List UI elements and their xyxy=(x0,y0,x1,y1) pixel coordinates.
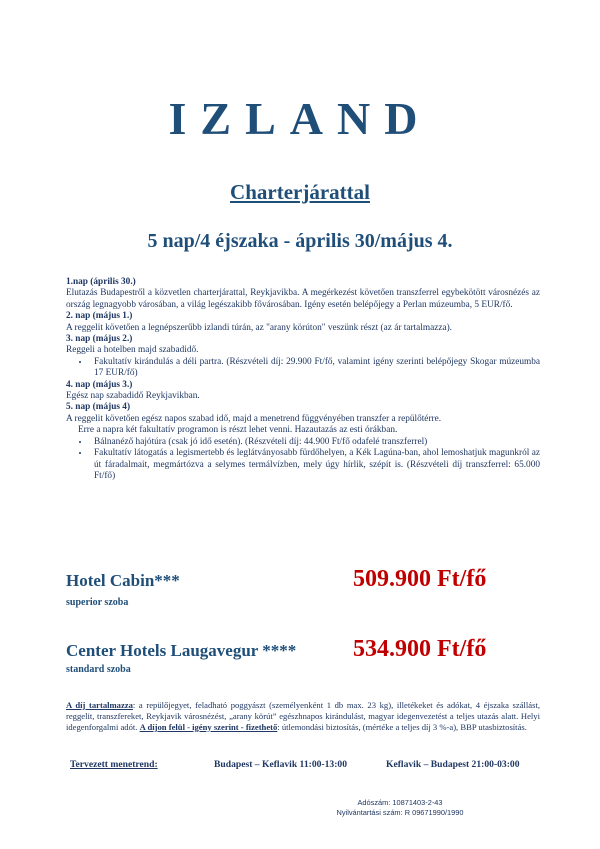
optional-program-item: • Fakultatív látogatás a legismertebb és leglátványosabb fürdőhelyen, a Kék Lagúna-ban, ahol lemoshatjuk magunkról az út fáradalmait, megmártózva a selymes termálvízben, mely úgy hírlik, szépít is. (Részvételi díj transzferrel: 65.000 Ft/fő) xyxy=(90,448,540,482)
registration-number: Nyilvántartási szám: R 09671990/1990 xyxy=(336,808,464,817)
room-type: superior szoba xyxy=(66,597,129,608)
page-title: IZLAND xyxy=(168,93,432,144)
extra-cost-text: : útlemondási biztosítás, (mértéke a teljes díj 3 %-a), BBP utasbiztosítás. xyxy=(277,721,527,732)
optional-program-item: • Bálnanéző hajótúra (csak jó idő esetén). (Részvételi díj: 44.900 Ft/fő odafelé transzferrel) xyxy=(90,437,540,448)
day-title: 4. nap (május 3.) xyxy=(66,379,133,390)
optional-programs xyxy=(66,437,540,483)
day-description: Erre a napra két fakultatív programon is részt lehet venni. Hazautazás az esti órákban. xyxy=(78,425,398,436)
extra-cost-label: A díjon felül - igény szerint - fizethető xyxy=(139,721,278,732)
day-description: Elutazás Budapestről a közvetlen charterjárattal, Reykjavikba. A megérkezést követően transzferrel egybekötött városnézés az ország legnagyobb városában, a világ legészakibb fővárosában. Igény esetén belépőjegy a Perlan múzeumba, 5 EUR/fő. xyxy=(66,288,540,310)
trip-dates: 5 nap/4 éjszaka - április 30/május 4. xyxy=(147,230,453,252)
optional-program-item: • Fakultatív kirándulás a déli partra. (Részvételi díj: 29.900 Ft/fő, valamint igény szerinti belépőjegy Skogar múzeumba 17 EUR/fő) xyxy=(90,357,540,380)
page-subtitle: Charterjárattal xyxy=(230,180,370,204)
includes-text: : a repülőjegyet, feladható poggyászt (személyenként 1 db max. 23 kg), illetékeket és adókat, 4 éjszaka szállást, reggelit, transzfereket, Reykjavik városnézést, „arany körút” egészhnapos kirándulást, magyar idegenvezetést a teljes utazás alatt. Helyi idegenforgalmi adót. xyxy=(66,700,540,732)
day-title: 2. nap (május 1.) xyxy=(66,311,133,322)
day-title: 1.nap (április 30.) xyxy=(66,277,136,287)
day-description: Egész nap szabadidő Reykjavikban. xyxy=(66,391,200,402)
day-description: A reggelit követően a legnépszerűbb izlandi túrán, az "arany körúton" veszünk részt (az ár tartalmazza). xyxy=(66,322,453,333)
includes-label: A díj tartalmazza xyxy=(66,700,133,710)
tax-id: Adószám: 10871403-2-43 xyxy=(357,798,443,807)
return-flight: Keflavik – Budapest 21:00-03:00 xyxy=(386,759,520,770)
price-includes xyxy=(66,700,540,732)
optional-programs xyxy=(66,357,540,380)
footer xyxy=(300,798,500,818)
day-title: 3. nap (május 2.) xyxy=(66,334,133,345)
day-description: A reggelit követően egész napos szabad idő, majd a menetrend függvényében transzfer a repülőtérre. xyxy=(66,413,442,424)
hotel-name: Center Hotels Laugavegur **** xyxy=(66,641,297,660)
hotel-price: 534.900 Ft/fő xyxy=(353,636,487,662)
day-title: 5. nap (május 4) xyxy=(66,402,131,413)
schedule-label: Tervezett menetrend: xyxy=(70,759,158,770)
hotel-price: 509.900 Ft/fő xyxy=(353,566,487,592)
outbound-flight: Budapest – Keflavik 11:00-13:00 xyxy=(214,759,347,770)
day-description: Reggeli a hotelben majd szabadidő. xyxy=(66,345,199,356)
itinerary xyxy=(66,277,540,482)
hotel-name: Hotel Cabin*** xyxy=(66,571,180,590)
room-type: standard szoba xyxy=(66,664,131,675)
